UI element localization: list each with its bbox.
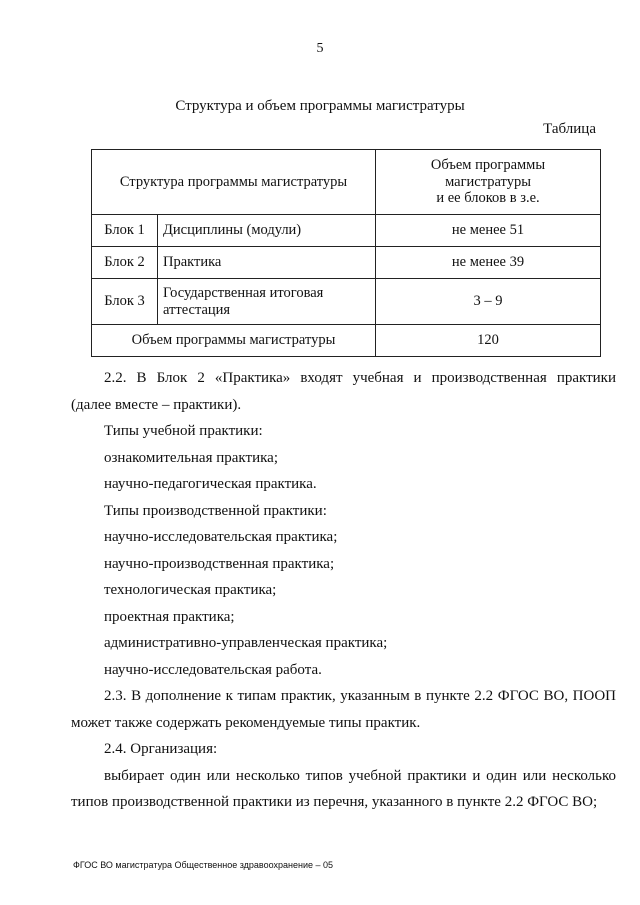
paragraph-2-3-line: 2.3. В дополнение к типам практик, указанным в пункте 2.2 ФГОС ВО, ПООП — [104, 688, 616, 704]
table-row — [92, 279, 601, 325]
table-label: Таблица — [543, 121, 596, 137]
production-types-heading: Типы производственной практики: — [104, 502, 327, 519]
block-cell: Блок 3 — [92, 279, 158, 325]
block-name-cell — [158, 279, 376, 325]
block-name-cell: Практика — [158, 247, 376, 279]
total-value-cell: 120 — [376, 325, 601, 357]
block-volume-cell: не менее 39 — [376, 247, 601, 279]
list-item: научно-производственная практика; — [104, 555, 335, 572]
block-volume-cell: 3 – 9 — [376, 279, 601, 325]
list-item: административно-управленческая практика; — [104, 635, 388, 651]
page-number: 5 — [316, 41, 324, 56]
header-volume-cell — [376, 150, 601, 215]
header-volume-line: Объем программы — [430, 156, 546, 173]
total-label-cell: Объем программы магистратуры — [92, 325, 376, 357]
paragraph-2-3-line: может также содержать рекомендуемые типы практик. — [71, 714, 421, 731]
program-structure-table — [91, 149, 601, 357]
table-header-row — [92, 150, 601, 215]
educational-types-heading: Типы учебной практики: — [104, 423, 263, 439]
block-name-cell: Дисциплины (модули) — [158, 215, 376, 247]
paragraph-2-2-line: 2.2. В Блок 2 «Практика» входят учебная и производственная практики — [104, 370, 616, 386]
list-item: ознакомительная практика; — [104, 449, 278, 466]
paragraph-2-4-line: типов производственной практики из перечня, указанного в пункте 2.2 ФГОС ВО; — [71, 794, 598, 810]
block-cell: Блок 2 — [92, 247, 158, 279]
paragraph-2-4-heading: 2.4. Организация: — [104, 741, 218, 757]
block-cell: Блок 1 — [92, 215, 158, 247]
list-item: научно-исследовательская практика; — [104, 529, 338, 545]
list-item: проектная практика; — [104, 608, 235, 625]
header-volume-line: магистратуры — [445, 173, 531, 190]
paragraph-2-4-line: выбирает один или несколько типов учебной практики и один или несколько — [104, 767, 616, 784]
list-item: технологическая практика; — [104, 582, 277, 598]
document-body — [71, 365, 616, 816]
table-row — [92, 247, 601, 279]
list-item: научно-педагогическая практика. — [104, 476, 317, 492]
header-volume-line: и ее блоков в з.е. — [436, 190, 540, 207]
table-row — [92, 215, 601, 247]
list-item: научно-исследовательская работа. — [104, 661, 322, 678]
paragraph-2-2-line: (далее вместе – практики). — [71, 396, 242, 413]
header-structure-cell: Структура программы магистратуры — [92, 150, 376, 215]
table-title: Структура и объем программы магистратуры — [175, 98, 465, 114]
document-footer: ФГОС ВО магистратура Общественное здравоохранение – 05 — [73, 860, 333, 870]
table-total-row — [92, 325, 601, 357]
block-name-line: Государственная итоговая — [163, 284, 324, 301]
block-volume-cell: не менее 51 — [376, 215, 601, 247]
block-name-line: аттестация — [163, 301, 231, 318]
